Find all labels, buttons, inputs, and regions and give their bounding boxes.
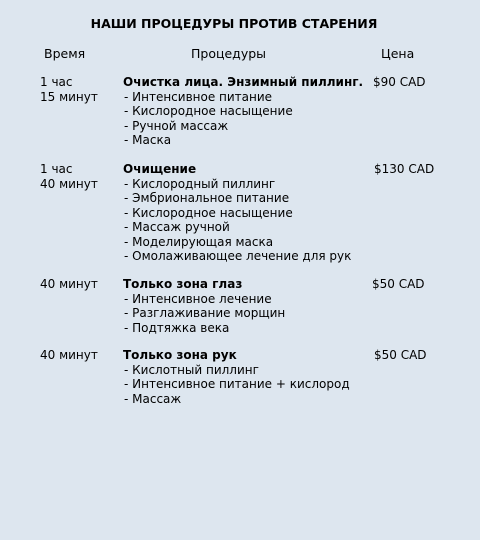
- procedure-time: [40, 348, 98, 363]
- procedure-time: [40, 277, 98, 292]
- procedure-details: [123, 162, 351, 264]
- procedure-item: - Моделирующая маска: [124, 234, 274, 249]
- procedure-items: [124, 90, 363, 148]
- procedure-items: [124, 177, 351, 264]
- procedure-price: $50 CAD: [372, 277, 425, 291]
- procedure-items: [124, 292, 285, 336]
- procedure-items: [124, 363, 350, 407]
- procedure-details: [123, 348, 350, 406]
- procedure-name: Очистка лица. Энзимный пиллинг.: [123, 75, 364, 89]
- time-line: 15 минут: [40, 89, 98, 104]
- procedure-item: - Интенсивное питание + кислород: [124, 377, 350, 391]
- header-time: Время: [44, 46, 86, 61]
- procedure-item: - Разглаживание морщин: [124, 306, 286, 320]
- procedure-item: - Кислородное насыщение: [124, 205, 293, 220]
- procedure-item: - Кислородное насыщение: [124, 104, 293, 118]
- procedure-price: $130 CAD: [374, 162, 435, 176]
- procedure-name: Только зона рук: [123, 348, 237, 362]
- procedure-time: [40, 162, 98, 191]
- header-price: Цена: [381, 46, 415, 61]
- procedure-item: - Подтяжка века: [124, 320, 230, 335]
- procedure-name: Только зона глаз: [123, 277, 243, 291]
- procedure-details: [123, 75, 363, 148]
- time-line: 40 минут: [40, 176, 98, 191]
- procedure-item: - Маска: [124, 133, 172, 147]
- procedure-price: $50 CAD: [374, 348, 427, 362]
- procedure-item: - Интенсивное питание: [124, 89, 273, 104]
- time-line: 40 минут: [40, 348, 98, 362]
- time-line: 1 час: [40, 162, 73, 176]
- page-title: НАШИ ПРОЦЕДУРЫ ПРОТИВ СТАРЕНИЯ: [90, 16, 378, 31]
- procedure-item: - Эмбриональное питание: [124, 191, 290, 205]
- procedure-item: - Массаж ручной: [124, 220, 230, 234]
- procedure-details: [123, 277, 285, 335]
- time-line: 40 минут: [40, 277, 98, 291]
- procedure-time: [40, 75, 98, 104]
- procedure-item: - Интенсивное лечение: [124, 291, 272, 306]
- procedure-item: - Ручной массаж: [124, 118, 229, 133]
- time-line: 1 час: [40, 75, 73, 89]
- procedure-item: - Омолаживающее лечение для рук: [124, 249, 352, 263]
- procedure-item: - Кислотный пиллинг: [124, 362, 259, 377]
- header-procedures: Процедуры: [191, 46, 267, 61]
- procedure-item: - Массаж: [124, 391, 182, 406]
- procedure-name: Очищение: [123, 162, 197, 176]
- procedure-item: - Кислородный пиллинг: [124, 176, 276, 191]
- procedure-price: $90 CAD: [373, 75, 426, 89]
